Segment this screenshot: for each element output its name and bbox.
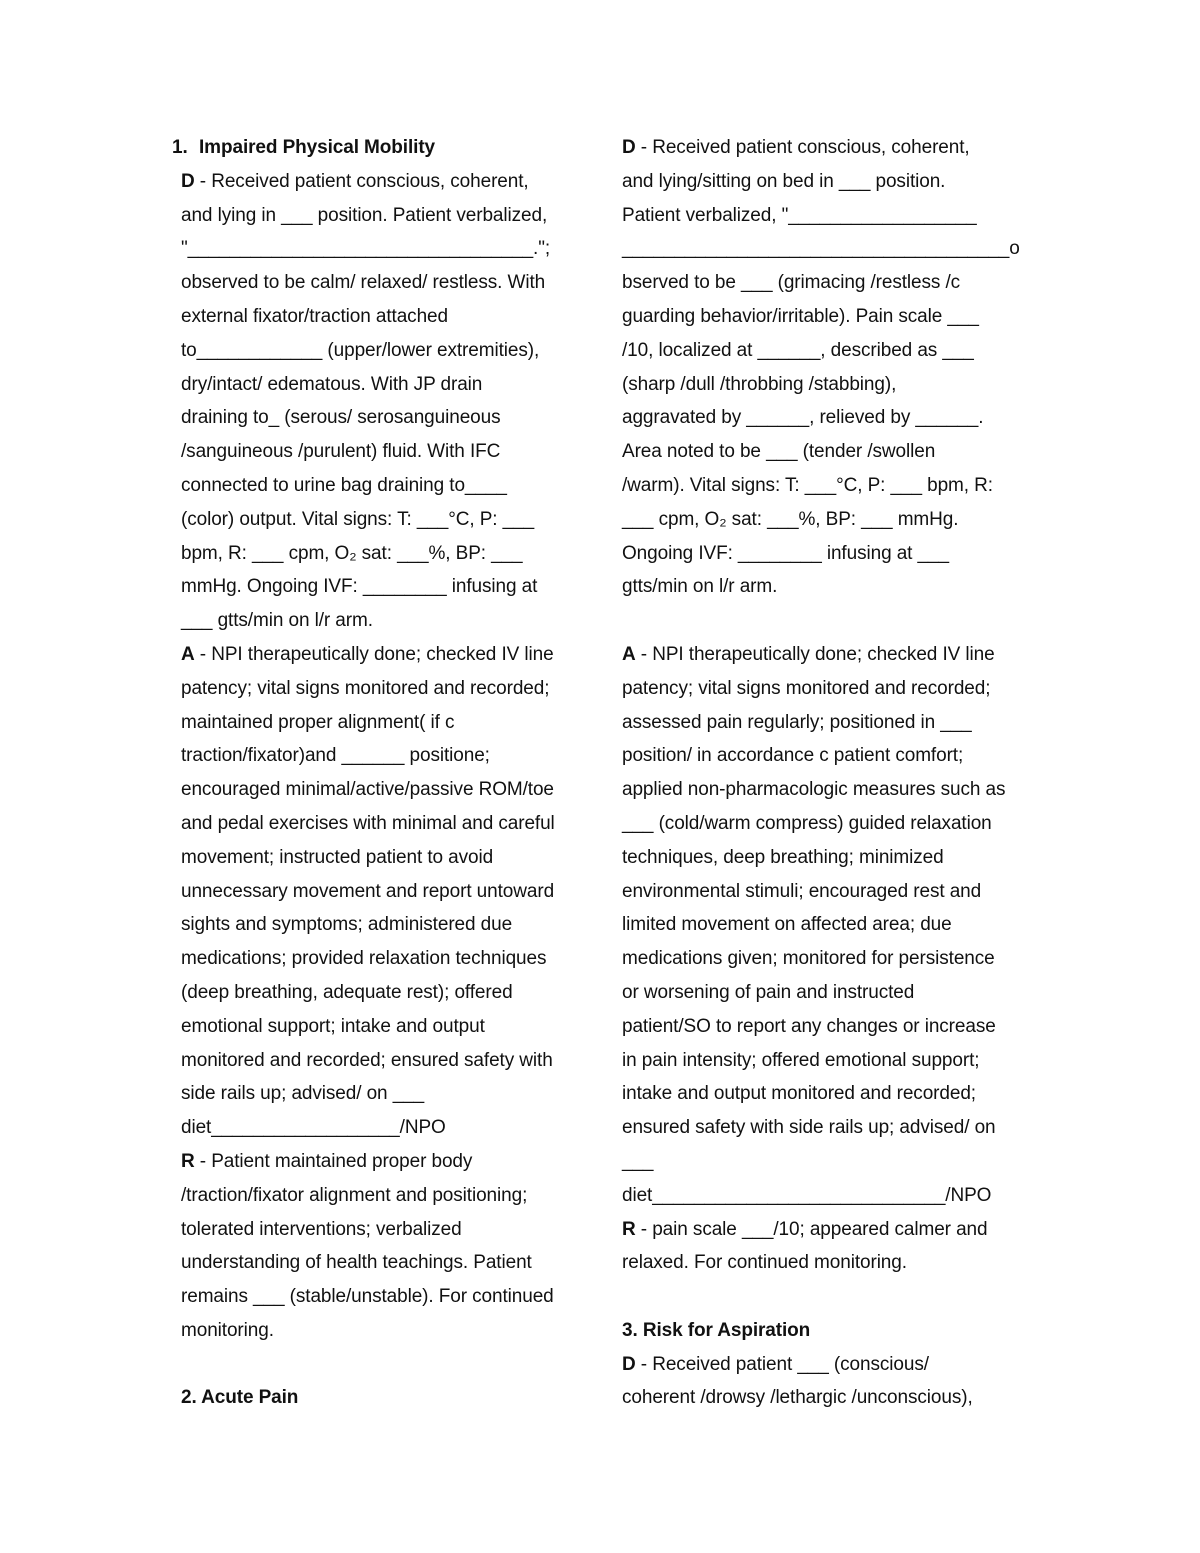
label-d: D: [622, 137, 636, 158]
d-line: /warm). Vital signs: T: ___°C, P: ___ bpm, R:: [622, 474, 993, 496]
label-r: R: [181, 1150, 195, 1172]
a-line: limited movement on affected area; due: [622, 914, 952, 936]
a-line: ensured safety with side rails up; advised/ on: [622, 1117, 996, 1139]
a-line: environmental stimuli; encouraged rest and: [622, 880, 982, 902]
d-line: "_________________________________.";: [181, 238, 551, 260]
d-line: Patient verbalized, "__________________: [622, 204, 977, 226]
a-line: applied non-pharmacologic measures such as: [622, 779, 1006, 801]
d-line: (sharp /dull /throbbing /stabbing),: [622, 373, 897, 395]
a-line: patency; vital signs monitored and recorded;: [622, 677, 991, 699]
d-line: guarding behavior/irritable). Pain scale ___: [622, 305, 979, 327]
d-line: _____________________________________o: [622, 238, 1020, 260]
a-line: A - NPI therapeutically done; checked IV line: [181, 643, 554, 665]
spacer: [181, 1348, 601, 1382]
left-column: [172, 131, 601, 1415]
heading-impaired-physical-mobility: [172, 131, 601, 165]
label-a: A: [622, 643, 636, 665]
a-line: emotional support; intake and output: [181, 1015, 485, 1037]
a-line: maintained proper alignment( if c: [181, 711, 455, 733]
a-line: side rails up; advised/ on ___: [181, 1083, 425, 1105]
d-line: to____________ (upper/lower extremities),: [181, 339, 540, 361]
r-line: R - pain scale ___/10; appeared calmer and: [622, 1218, 988, 1240]
a-line: patient/SO to report any changes or increase: [622, 1015, 996, 1037]
d-line: external fixator/traction attached: [181, 305, 448, 327]
d-line: mmHg. Ongoing IVF: ________ infusing at: [181, 576, 538, 598]
r-line: remains ___ (stable/unstable). For continued: [181, 1286, 554, 1308]
a-line: techniques, deep breathing; minimized: [622, 846, 944, 868]
a-line: medications; provided relaxation techniques: [181, 948, 547, 970]
r-line: monitoring.: [181, 1319, 274, 1341]
label-d: D: [622, 1353, 636, 1375]
heading-acute-pain: 2. Acute Pain: [181, 1387, 299, 1409]
label-d: D: [181, 170, 195, 192]
d-line: dry/intact/ edematous. With JP drain: [181, 373, 483, 395]
a-line: and pedal exercises with minimal and careful: [181, 812, 555, 834]
d-line: and lying in ___ position. Patient verbalized,: [181, 204, 548, 226]
d-line: gtts/min on l/r arm.: [622, 576, 778, 598]
a-line: ___: [622, 1150, 654, 1172]
r-line: relaxed. For continued monitoring.: [622, 1252, 907, 1274]
r-line: tolerated interventions; verbalized: [181, 1218, 462, 1240]
r-line: R - Patient maintained proper body: [181, 1150, 473, 1172]
d-line: connected to urine bag draining to____: [181, 474, 507, 496]
d-line: Ongoing IVF: ________ infusing at ___: [622, 542, 949, 564]
d-line: bserved to be ___ (grimacing /restless /c: [622, 272, 961, 294]
d-line: coherent /drowsy /lethargic /unconscious),: [622, 1387, 973, 1409]
a-line: sights and symptoms; administered due: [181, 914, 513, 936]
a-line: position/ in accordance c patient comfort;: [622, 745, 964, 767]
d-line: /10, localized at ______, described as ___: [622, 339, 974, 361]
a-line: encouraged minimal/active/passive ROM/toe: [181, 779, 554, 801]
d-line: D - Received patient ___ (conscious/: [622, 1353, 929, 1375]
a-line: traction/fixator)and ______ positione;: [181, 745, 490, 767]
d-line: (color) output. Vital signs: T: ___°C, P: ___: [181, 508, 535, 530]
a-line: in pain intensity; offered emotional support;: [622, 1049, 980, 1071]
a-line: A - NPI therapeutically done; checked IV line: [622, 643, 995, 665]
a-line: diet__________________/NPO: [181, 1117, 446, 1139]
right-column: [622, 131, 1022, 1415]
r-line: /traction/fixator alignment and positioning;: [181, 1184, 528, 1206]
heading-risk-for-aspiration: 3. Risk for Aspiration: [622, 1319, 811, 1341]
a-line: assessed pain regularly; positioned in ___: [622, 711, 972, 733]
d-line: /sanguineous /purulent) fluid. With IFC: [181, 441, 501, 463]
spacer: [622, 604, 1022, 638]
d-line: observed to be calm/ relaxed/ restless. With: [181, 272, 546, 294]
label-a: A: [181, 643, 195, 665]
a-line: movement; instructed patient to avoid: [181, 846, 494, 868]
d-line: Area noted to be ___ (tender /swollen: [622, 441, 936, 463]
d-line: and lying/sitting on bed in ___ position.: [622, 170, 946, 192]
d-line: aggravated by ______, relieved by ______.: [622, 407, 984, 429]
a-line: monitored and recorded; ensured safety with: [181, 1049, 553, 1071]
d-line: draining to_ (serous/ serosanguineous: [181, 407, 501, 429]
r-line: understanding of health teachings. Patient: [181, 1252, 532, 1274]
a-line: intake and output monitored and recorded;: [622, 1083, 976, 1105]
d-line: ___ cpm, O₂ sat: ___%, BP: ___ mmHg.: [622, 508, 959, 530]
d-line: D - Received patient conscious, coherent,: [181, 170, 529, 192]
spacer: [622, 1280, 1022, 1314]
a-line: patency; vital signs monitored and recorded;: [181, 677, 550, 699]
a-line: medications given; monitored for persistence: [622, 948, 995, 970]
a-line: diet____________________________/NPO: [622, 1184, 992, 1206]
a-line: or worsening of pain and instructed: [622, 981, 915, 1003]
heading-number: 1.: [172, 137, 188, 158]
a-line: unnecessary movement and report untoward: [181, 880, 555, 902]
a-line: ___ (cold/warm compress) guided relaxation: [622, 812, 992, 834]
heading-title: Impaired Physical Mobility: [199, 137, 436, 158]
d-line: bpm, R: ___ cpm, O₂ sat: ___%, BP: ___: [181, 542, 523, 564]
d-line: D - Received patient conscious, coherent,: [622, 137, 970, 158]
a-line: (deep breathing, adequate rest); offered: [181, 981, 513, 1003]
label-r: R: [622, 1218, 636, 1240]
d-line: ___ gtts/min on l/r arm.: [181, 610, 373, 632]
